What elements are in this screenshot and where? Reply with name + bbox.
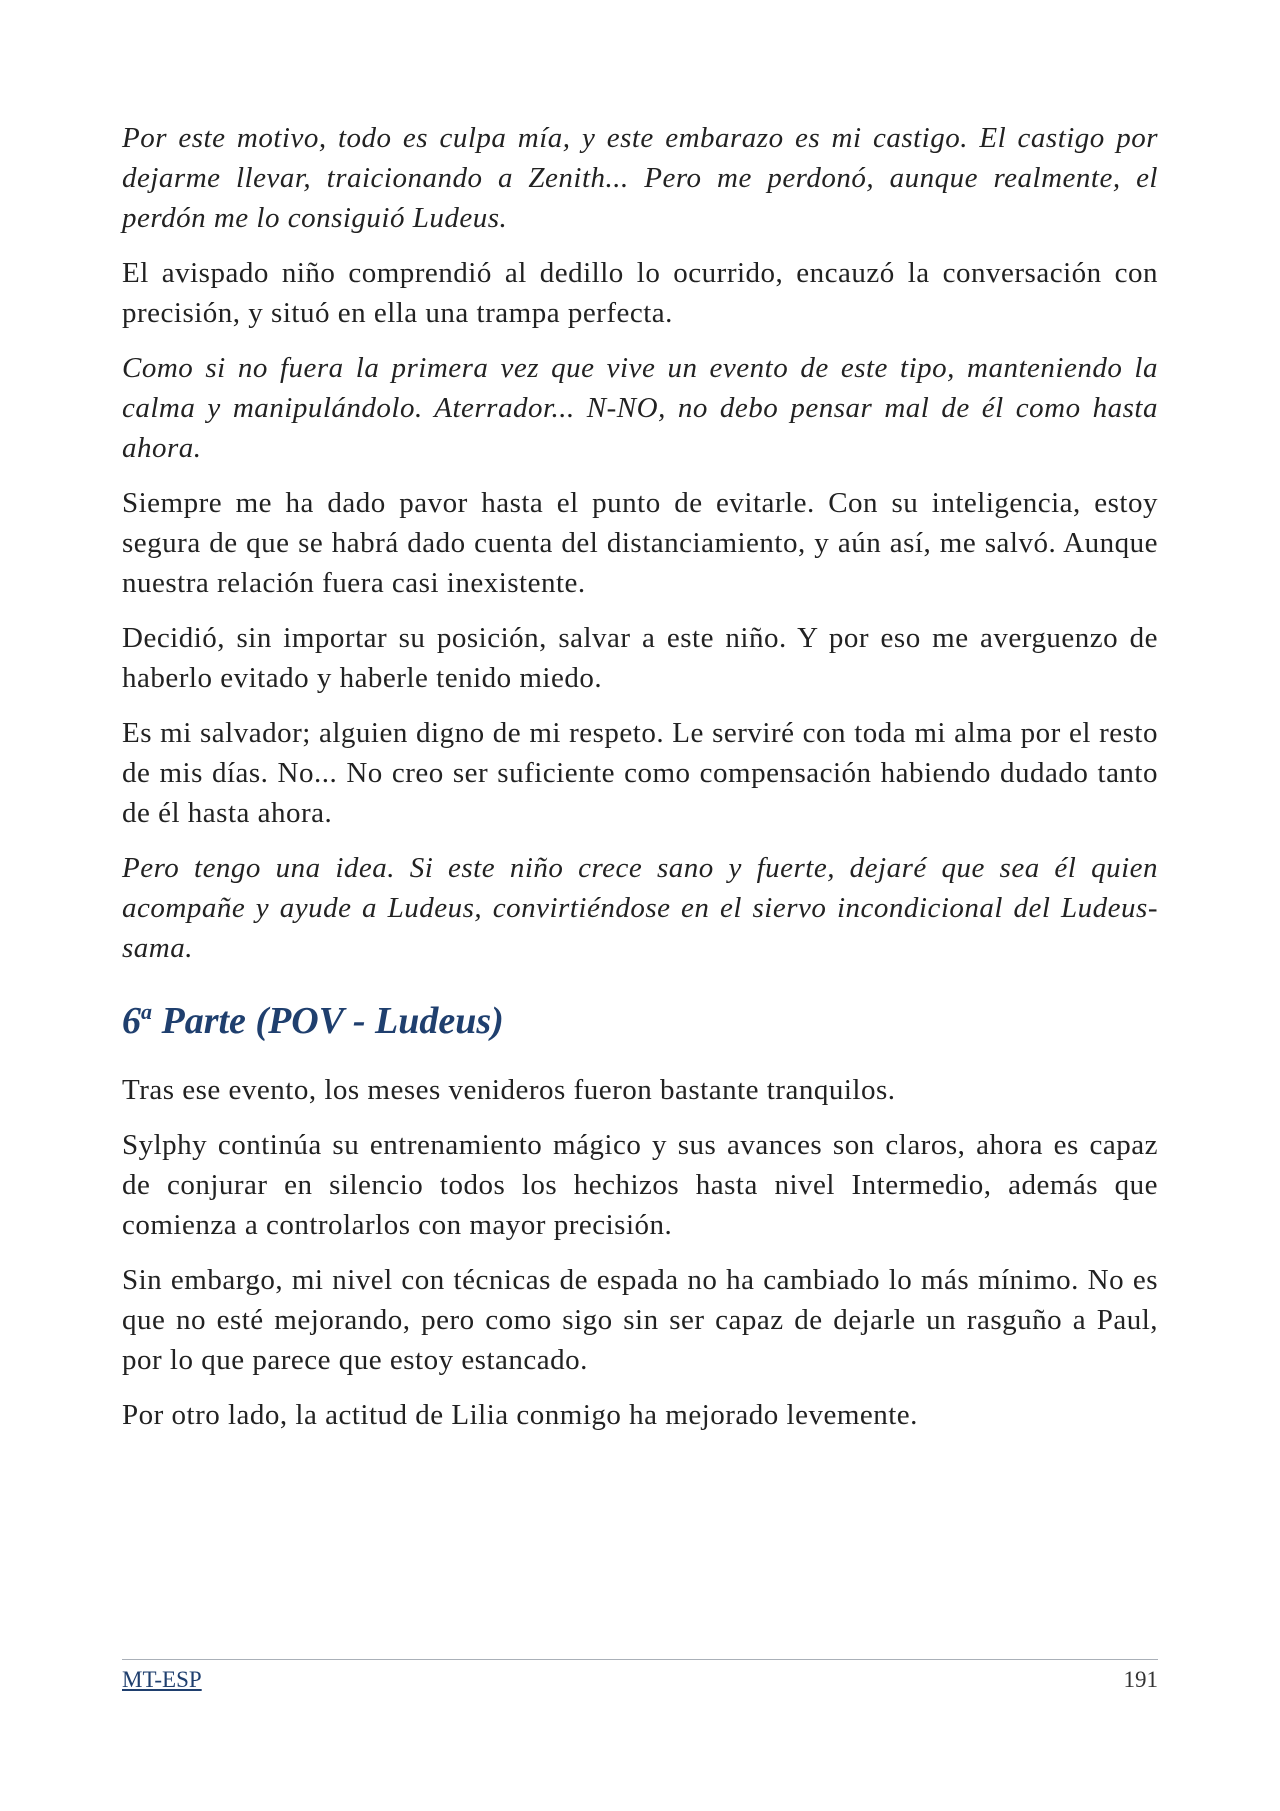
paragraph-7: Pero tengo una idea. Si este niño crece sano y fuerte, dejaré que sea él quien acompañe y ayude a Ludeus, convirtiéndose en el siervo incondicional del Ludeus-sama.	[122, 852, 1158, 964]
page-number: 191	[1123, 1667, 1158, 1692]
page-footer	[122, 1659, 1158, 1695]
paragraph-11: Por otro lado, la actitud de Lilia conmigo ha mejorado levemente.	[122, 1399, 918, 1431]
footer-link[interactable]: MT-ESP	[122, 1667, 202, 1692]
paragraph-5: Decidió, sin importar su posición, salvar a este niño. Y por eso me averguenzo de haberlo evitado y haberle tenido miedo.	[122, 622, 1158, 694]
paragraph-2: El avispado niño comprendió al dedillo lo ocurrido, encauzó la conversación con precisión, y situó en ella una trampa perfecta.	[122, 257, 1158, 329]
paragraph-10: Sin embargo, mi nivel con técnicas de espada no ha cambiado lo más mínimo. No es que no esté mejorando, pero como sigo sin ser capaz de dejarle un rasguño a Paul, por lo que parece que estoy estancado.	[122, 1264, 1158, 1376]
section-ordinal: a	[141, 999, 152, 1024]
section-number: 6	[122, 1000, 141, 1042]
paragraph-4: Siempre me ha dado pavor hasta el punto de evitarle. Con su inteligencia, estoy segura de que se habrá dado cuenta del distanciamiento, y aún así, me salvó. Aunque nuestra relación fuera casi inexistente.	[122, 487, 1158, 599]
paragraph-9: Sylphy continúa su entrenamiento mágico y sus avances son claros, ahora es capaz de conjurar en silencio todos los hechizos hasta nivel Intermedio, además que comienza a controlarlos con mayor precisión.	[122, 1129, 1158, 1241]
paragraph-8: Tras ese evento, los meses venideros fueron bastante tranquilos.	[122, 1074, 896, 1106]
paragraph-3: Como si no fuera la primera vez que vive un evento de este tipo, manteniendo la calma y manipulándolo. Aterrador... N-NO, no debo pensar mal de él como hasta ahora.	[122, 352, 1158, 464]
page-body	[122, 118, 1158, 1450]
section-title: Parte (POV - Ludeus)	[152, 1000, 504, 1042]
paragraph-6: Es mi salvador; alguien digno de mi respeto. Le serviré con toda mi alma por el resto de mis días. No... No creo ser suficiente como compensación habiendo dudado tanto de él hasta ahora.	[122, 717, 1158, 829]
paragraph-1: Por este motivo, todo es culpa mía, y este embarazo es mi castigo. El castigo por dejarme llevar, traicionando a Zenith... Pero me perdonó, aunque realmente, el perdón me lo consiguió Ludeus.	[122, 122, 1158, 234]
section-heading	[122, 997, 1158, 1045]
